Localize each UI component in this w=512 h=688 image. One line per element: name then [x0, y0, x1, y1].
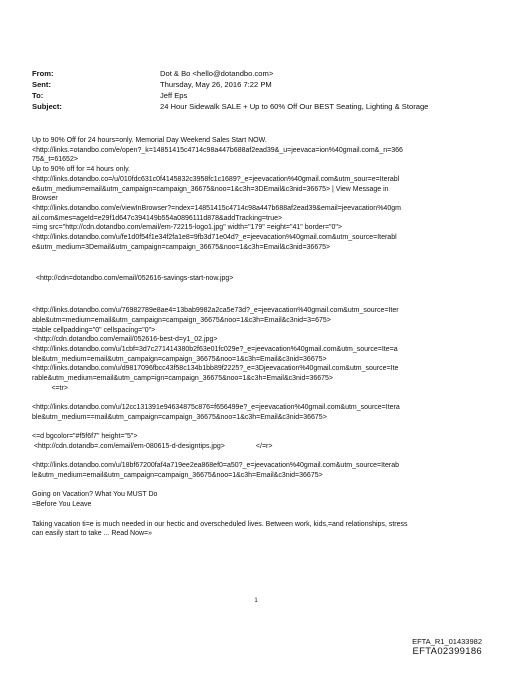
body-line: can easily start to take ... Read Now=»	[32, 530, 153, 538]
body-line: <http://cdn=dotandbo.com/email/052616-savings-start-now.jpg>	[32, 275, 234, 283]
page-number: 1	[254, 598, 258, 604]
body-block-7	[32, 490, 492, 509]
header-subject-row	[32, 101, 492, 112]
body-line: =Before You Leave	[32, 501, 92, 509]
body-line: le&utm_medium=email&utm_campaign=campaign_36675&noo=1&c3h=Email&c3nid=36675>	[32, 472, 323, 480]
body-line: Up to 90% Off for 24 hours=only. Memorial Day Weekend Sales Start NOW.	[32, 137, 267, 144]
body-line: <http://links.dotandbo.com/u/1cbf=3d7c271414380b2f63e01fc029e?_e=jeevacation%40gmail.com&utm_source=Ite=a	[32, 345, 398, 353]
body-line: <http://links.dotandbo.com/u/d9817096fbcc43f58c134b1bb89f2225?_e=3Djeevacation%40gmail.com&utm_source=Ite	[32, 365, 399, 373]
body-line: <=d bgcolor="#f5f6f7" height="5">	[32, 433, 138, 441]
body-block-2	[32, 274, 492, 284]
to-label: To:	[32, 91, 44, 100]
body-line: Up to 90% off for =4 hours only.	[32, 166, 130, 174]
body-line: =table cellpadding="0" cellspacing="0">	[32, 326, 156, 334]
body-line: able&utm=medium=email&utm_campaign=campaign_36675&noo=1&c3h=Email&c3nid=3=675>	[32, 316, 331, 324]
subject-value: 24 Hour Sidewalk SALE + Up to 60% Off Our BEST Seating, Lighting & Storage	[160, 102, 429, 111]
body-block-1	[32, 136, 492, 252]
body-line: <http://cdn.dotandb=.com/email/em-080615-d-designtips.jpg> </=r>	[32, 442, 273, 450]
body-line: <http://links.dotandbo.com/u/18bf67200faf4a719ee2ea868ef0=a50?_e=jeevacation%40gmail.com&utm_source=Iterab	[32, 462, 399, 470]
body-line: Taking vacation ti=e is much needed in our hectic and overscheduled lives. Between work, kids,=and relationships, stress	[32, 520, 408, 528]
body-line: ail.com&mes=ageId=e29f1d647c394149b554a0896111d878&addTracking=true>	[32, 214, 283, 222]
body-block-4	[32, 403, 492, 422]
body-line: rable&utm_medium=email&utm_camp=ign=campaign_36675&noo=1&c3h=Email&c3nid=36675>	[32, 375, 334, 383]
body-line: ble&utm_medium=email&utm_campaign=campaign_36675&noo=1&c3h=Email&c3nid=36675>	[32, 355, 327, 363]
email-body	[32, 136, 492, 539]
body-line: <http://links.dotandbo.com/u/12cc131391e94634875c876=f656499e?_e=jeevacation%40gmail.com&utm_source=Itera	[32, 404, 400, 412]
body-block-5	[32, 432, 492, 451]
from-value: Dot & Bo <hello@dotandbo.com>	[160, 69, 274, 78]
header-sent-row	[32, 79, 492, 90]
body-line: Browser	[32, 195, 58, 203]
body-line: 75&_t=61652>	[32, 156, 78, 164]
sent-label: Sent:	[32, 80, 51, 89]
header-from-row	[32, 68, 492, 79]
body-line: <http://cdn.dotandbo.com/email/052616-best-d=y1_02.jpg>	[32, 336, 218, 344]
body-block-8	[32, 520, 492, 539]
body-line: <http://links.dotandbo.com/e/viewInBrowser?=ndex=14851415c4714c98a447b688af2ead39&email=jeevacation%40gm	[32, 204, 401, 212]
body-block-6	[32, 461, 492, 480]
body-line: <http://links.dotandbo.com/u/fe1d0f54f1e34f2fa1e8=9fb3d71e04d?_e=jeevacation%40gmail.com&utm_source=Iterabl	[32, 234, 397, 242]
body-line: <http://links.dotandbo.com/u/76982789e8ae4=13bab9982a2ca5e73d?_e=jeevacation%40gmail.com&utm_source=Iter	[32, 307, 399, 315]
body-line: e&utm_medium=email&utm_campaign=campaign_36675&noo=1&c3h=3DEmail&c3nid=36675> | View Message in	[32, 185, 389, 193]
body-block-3	[32, 306, 492, 393]
body-line: =img src="http://cdn.dotandbo.com/email/em-72215-logo1.jpg" width="179" =eight="41" border="0">	[32, 224, 342, 232]
to-value: Jeff Eps	[160, 91, 188, 100]
email-header	[32, 68, 492, 112]
subject-label: Subject:	[32, 102, 62, 111]
body-line: e&utm_medium=3Demail&utm_campaign=campaign_36675&noo=1&c3h=Email&c3nid=36675>	[32, 243, 331, 251]
body-line: <=tr>	[32, 384, 68, 392]
footer-reference-2: EFTA02399186	[412, 646, 482, 657]
body-line: ble&utm_medium==mail&utm_campaign=campaign_36675&noo=1&c3h=Email&c3nid=36675>	[32, 413, 327, 421]
body-line: <http://links.dotandbo.co=/u/010fdc631c0f4145832c3958fc1c1689?_e=jeevacation%40gmail.com&utm_sour=e=Iterabl	[32, 175, 400, 183]
sent-value: Thursday, May 26, 2016 7:22 PM	[160, 80, 272, 89]
body-line: Going on Vacation? What You MUST Do	[32, 491, 158, 499]
body-line: <http://links.=otandbo.com/e/open?_k=14851415c4714c98a447b688af2ead39&_u=jeevaca=ion%40gmail.com&_n=366	[32, 146, 403, 154]
from-label: From:	[32, 69, 54, 78]
footer-reference-1: EFTA_R1_01433982	[412, 637, 482, 646]
header-to-row	[32, 90, 492, 101]
